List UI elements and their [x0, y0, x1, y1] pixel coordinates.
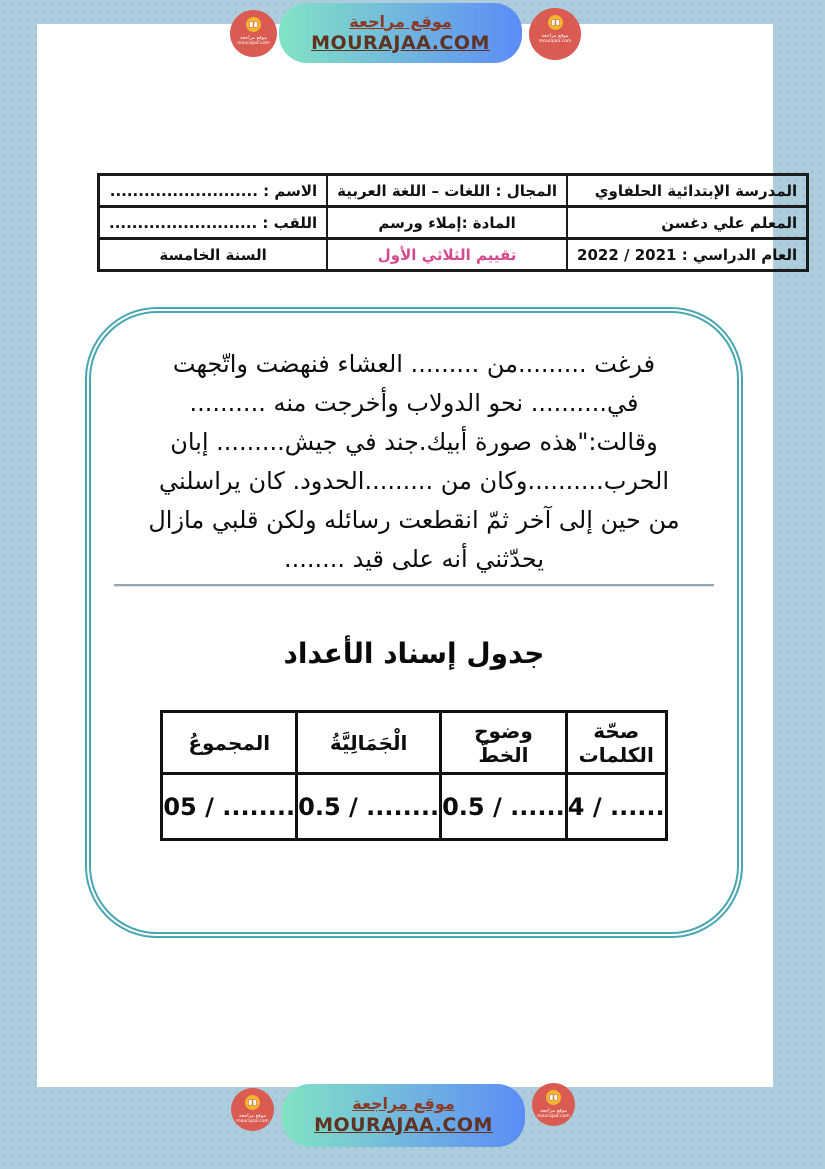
- site-domain-link[interactable]: MOURAJAA.COM: [311, 31, 490, 54]
- document-page: [37, 24, 798, 1087]
- score-aesthetics: 0.5 / ........: [297, 774, 441, 840]
- badge-site-name: موقع مراجعة: [240, 35, 267, 41]
- info-row-3: [99, 239, 808, 271]
- book-icon: [245, 1095, 260, 1110]
- teacher-name-cell: المعلم علي دغسن: [567, 207, 808, 239]
- site-logo-badge: [230, 10, 277, 57]
- site-logo-badge: [529, 8, 581, 60]
- col-total: المجموعُ: [162, 712, 297, 774]
- badge-site-name: موقع مراجعة: [541, 33, 569, 39]
- school-name-cell: المدرسة الإبتدائية الحلفاوي: [567, 175, 808, 207]
- book-icon: [246, 17, 261, 32]
- badge-site-name: موقع مراجعة: [239, 1113, 266, 1119]
- dictation-line: يحدّثني أنه على قيد ........: [283, 545, 545, 573]
- dictation-line: فرغت .........من ......... العشاء فنهضت واتّجهت: [172, 350, 656, 378]
- site-logo-badge: [532, 1083, 575, 1126]
- col-handwriting: وضوح الخطّ: [441, 712, 567, 774]
- badge-site-domain: mourajaa.com: [537, 1114, 570, 1119]
- header-brand-pill: [279, 3, 522, 63]
- grades-value-row: [162, 774, 666, 840]
- grades-table-title: جدول إسناد الأعداد: [283, 637, 545, 670]
- info-row-2: [99, 207, 808, 239]
- site-domain-link[interactable]: MOURAJAA.COM: [314, 1114, 493, 1136]
- dictation-line: في.......... نحو الدولاب وأخرجت منه ..........: [189, 389, 639, 417]
- score-total: 05 / ........: [162, 774, 297, 840]
- school-year-cell: العام الدراسي : 2021 / 2022: [567, 239, 808, 271]
- dictation-text: [91, 313, 737, 579]
- badge-site-domain: mourajaa.com: [538, 39, 572, 44]
- school-info-table: [97, 173, 809, 272]
- info-row-1: [99, 175, 808, 207]
- dictation-line: الحرب..........وكان من .........الحدود. كان يراسلني: [158, 467, 670, 495]
- badge-site-name: موقع مراجعة: [540, 1108, 567, 1114]
- dictation-line: من حين إلى آخر ثمّ انقطعت رسائله ولكن قلبي مازال: [148, 506, 680, 534]
- last-name-cell: اللقب : ..........................: [99, 207, 328, 239]
- subject-cell: المادة :إملاء ورسم: [327, 207, 567, 239]
- site-logo-badge: [231, 1088, 274, 1131]
- col-aesthetics: الْجَمَالِيَّةُ: [297, 712, 441, 774]
- divider-line: [114, 584, 714, 587]
- domain-cell: المجال : اللغات – اللغة العربية: [327, 175, 567, 207]
- grade-level-cell: السنة الخامسة: [99, 239, 328, 271]
- col-word-accuracy: صحّة الكلمات: [566, 712, 666, 774]
- score-handwriting: 0.5 / ......: [441, 774, 567, 840]
- book-icon: [546, 1090, 561, 1105]
- first-name-cell: الاسم : ..........................: [99, 175, 328, 207]
- site-name-link[interactable]: موقع مراجعة: [349, 11, 452, 31]
- evaluation-cell: تقييم الثلاثي الأول: [327, 239, 567, 271]
- book-icon: [548, 15, 563, 30]
- footer-brand-pill: [282, 1084, 525, 1147]
- grades-header-row: [162, 712, 666, 774]
- site-name-link[interactable]: موقع مراجعة: [352, 1094, 455, 1113]
- grades-table: [160, 710, 667, 841]
- score-word-accuracy: 4 / ......: [566, 774, 666, 840]
- dictation-line: وقالت:"هذه صورة أبيك.جند في جيش......... إبان: [170, 428, 658, 456]
- badge-site-domain: mourajaa.com: [237, 41, 270, 46]
- dictation-exercise-box: [85, 307, 743, 938]
- badge-site-domain: mourajaa.com: [236, 1119, 269, 1124]
